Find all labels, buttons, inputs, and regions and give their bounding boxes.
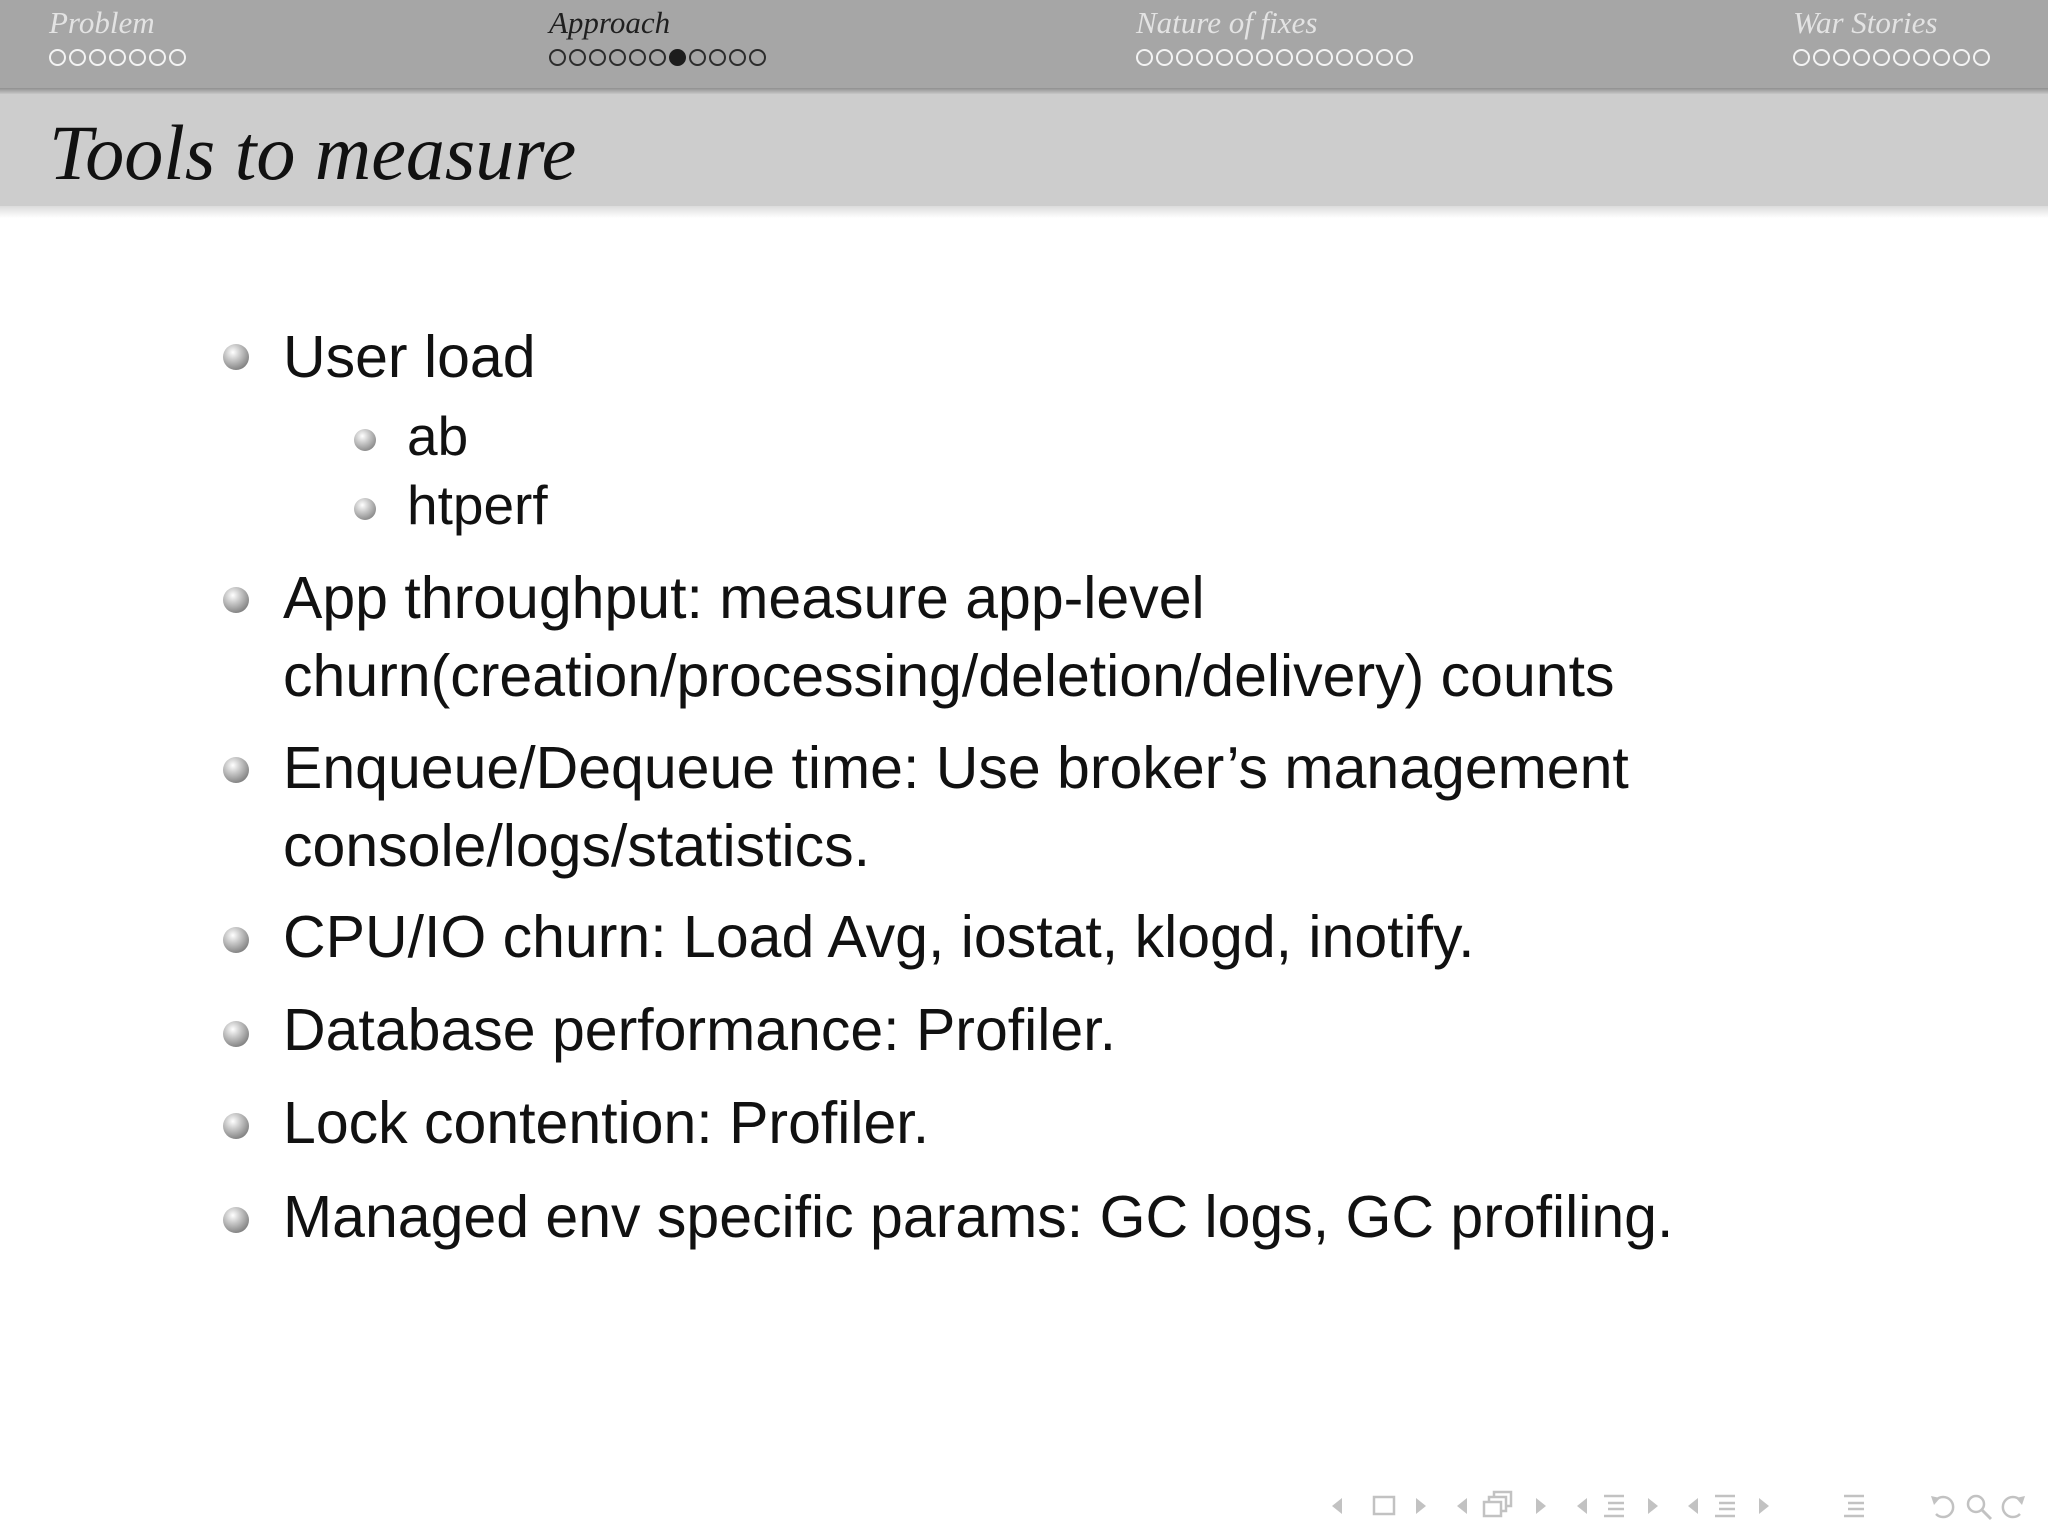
prev-slide-arrow-icon[interactable] [1330,1488,1344,1524]
next-frame-arrow-icon[interactable] [1534,1488,1548,1524]
bullet-line: Enqueue/Dequeue time: Use broker’s management [283,735,1629,801]
next-section-arrow-icon[interactable] [1757,1488,1771,1524]
frame-title: Tools to measure [49,109,577,196]
nav-section-label[interactable]: Approach [549,5,671,40]
bullet-item-cpu-io: CPU/IO churn: Load Avg, iostat, klogd, inotify. [283,904,1475,970]
bullet-item-managed-env: Managed env specific params: GC logs, GC profiling. [283,1184,1674,1250]
section-icon[interactable] [1711,1488,1739,1524]
sub-item-ab: ab [407,405,469,467]
bullet-icon [223,927,249,953]
bullet-icon [223,1207,249,1233]
bullet-item-app-throughput [283,559,1614,715]
nav-section-label[interactable]: Nature of fixes [1136,5,1318,40]
bullet-item-database: Database performance: Profiler. [283,997,1116,1063]
bullet-icon [223,587,249,613]
search-icon[interactable] [1964,1488,1994,1524]
sub-bullet-icon [354,429,376,451]
bullet-icon [223,1113,249,1139]
bullet-icon [223,757,249,783]
bullet-item-user-load: User load [283,324,536,390]
next-subsection-arrow-icon[interactable] [1646,1488,1660,1524]
nav-section-label[interactable]: Problem [49,5,155,40]
bullet-icon [223,344,249,370]
prev-subsection-arrow-icon[interactable] [1575,1488,1589,1524]
prev-section-arrow-icon[interactable] [1686,1488,1700,1524]
next-slide-arrow-icon[interactable] [1414,1488,1428,1524]
forward-icon[interactable] [1998,1488,2028,1524]
nav-section-label[interactable]: War Stories [1793,5,1938,40]
prev-frame-arrow-icon[interactable] [1455,1488,1469,1524]
bullet-icon [223,1021,249,1047]
back-icon[interactable] [1928,1488,1958,1524]
sub-item-htperf: htperf [407,474,548,536]
bullet-line: console/logs/statistics. [283,813,870,879]
subsection-icon[interactable] [1600,1488,1628,1524]
bullet-line: App throughput: measure app-level [283,565,1205,631]
bullet-line: churn(creation/processing/deletion/delivery) counts [283,643,1615,709]
bullet-item-lock-contention: Lock contention: Profiler. [283,1090,930,1156]
bullet-item-enqueue-dequeue [283,729,1629,885]
sub-bullet-icon [354,498,376,520]
frame-icon[interactable] [1482,1488,1514,1524]
document-icon[interactable] [1840,1488,1868,1524]
slide-icon[interactable] [1372,1488,1396,1524]
